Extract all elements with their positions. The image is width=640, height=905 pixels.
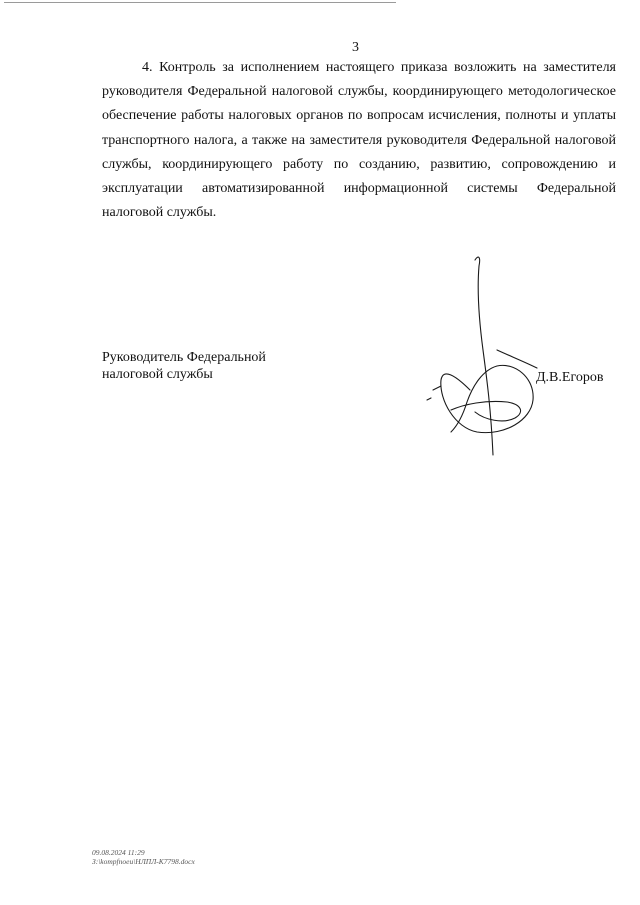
page-number: 3 <box>352 40 359 55</box>
footer-file-path: З:\kompfnoeu\НЛПЛ-К7798.docx <box>92 857 195 866</box>
top-edge-line <box>4 2 396 3</box>
handwritten-signature-icon <box>415 250 555 465</box>
signatory-position-line-2: налоговой службы <box>102 367 213 382</box>
signatory-position <box>102 349 266 383</box>
order-paragraph-4: 4. Контроль за исполнением настоящего приказа возложить на заместителя руководителя Федеральной налоговой службы, координирующего методологическое обеспечение работы налоговых органов по вопросам исчисления, полноты и уплаты транспортного налога, а также на заместителя руководителя Федеральной налоговой службы, координирующего работу по созданию, развитию, сопровождению и эксплуатации автоматизированной информационной системы Федеральной налоговой службы. <box>102 60 616 221</box>
signatory-name: Д.В.Егоров <box>536 370 604 385</box>
footer-stamp <box>92 848 195 866</box>
signatory-position-line-1: Руководитель Федеральной <box>102 350 266 365</box>
footer-date-time: 09.08.2024 11:29 <box>92 848 145 857</box>
